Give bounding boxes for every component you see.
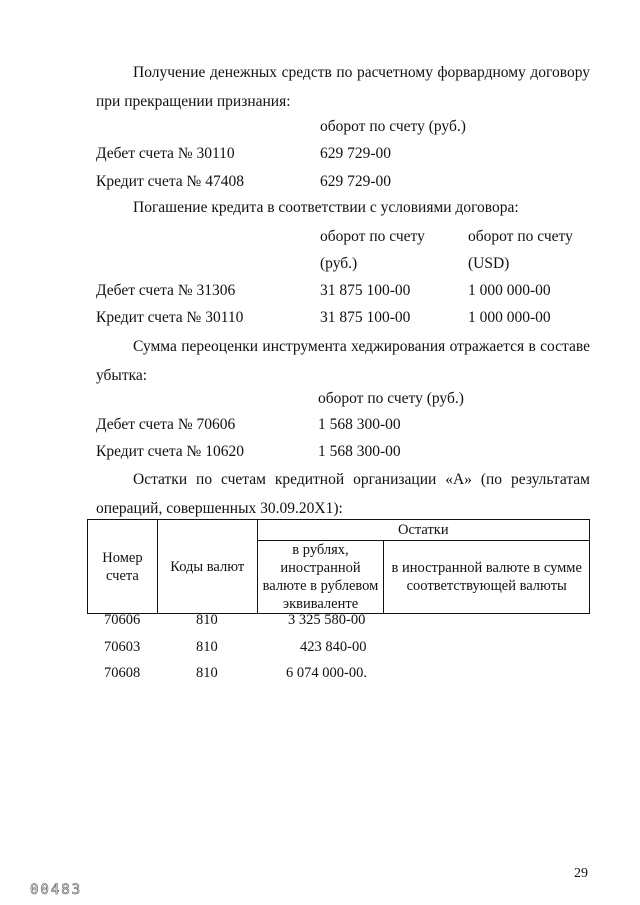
entry-value-usd: 1 000 000-00 bbox=[468, 309, 551, 326]
column-header-turnover-usd: оборот по счету bbox=[468, 228, 573, 245]
header-balances: Остатки bbox=[257, 520, 589, 541]
paragraph-line: Сумма переоценки инструмента хеджирования отражается в составе bbox=[133, 338, 590, 355]
column-header-unit-rub: (руб.) bbox=[320, 255, 358, 272]
column-header-turnover-rub: оборот по счету (руб.) bbox=[318, 390, 464, 407]
page-number: 29 bbox=[574, 866, 588, 881]
entry-value-rub: 31 875 100-00 bbox=[320, 282, 411, 299]
paragraph-line: операций, совершенных 30.09.20X1): bbox=[96, 500, 343, 517]
paragraph-revaluation bbox=[96, 332, 590, 390]
paragraph-balances bbox=[96, 465, 590, 523]
table-row-code: 810 bbox=[196, 665, 218, 681]
balances-table bbox=[87, 519, 590, 614]
paragraph-line: Получение денежных средств по расчетному форвардному договору bbox=[133, 64, 590, 81]
paragraph-forward-settlement bbox=[96, 58, 590, 116]
table-row-account: 70608 bbox=[104, 665, 141, 681]
entry-label: Кредит счета № 30110 bbox=[96, 309, 244, 326]
table-row-rub: 423 840-00 bbox=[300, 639, 367, 655]
header-account-number: Номер счета bbox=[88, 520, 158, 614]
archive-stamp: 00483 bbox=[30, 882, 83, 898]
entry-label: Кредит счета № 10620 bbox=[96, 443, 244, 460]
paragraph-line: убытка: bbox=[96, 367, 148, 384]
paragraph-line: Остатки по счетам кредитной организации «А» (по результатам bbox=[133, 471, 590, 488]
table-row-code: 810 bbox=[196, 639, 218, 655]
column-header-turnover-rub: оборот по счету (руб.) bbox=[320, 118, 466, 135]
header-balance-rub: в рублях, иностранной валюте в рублевом эквиваленте bbox=[257, 541, 384, 614]
entry-value: 629 729-00 bbox=[320, 173, 392, 190]
table-row-rub: 6 074 000-00. bbox=[286, 665, 367, 681]
entry-label: Кредит счета № 47408 bbox=[96, 173, 244, 190]
paragraph-loan-repayment: Погашение кредита в соответствии с условиями договора: bbox=[133, 199, 519, 216]
entry-value: 1 568 300-00 bbox=[318, 443, 401, 460]
header-currency-codes: Коды валют bbox=[157, 520, 257, 614]
table-row-account: 70603 bbox=[104, 639, 141, 655]
entry-value-rub: 31 875 100-00 bbox=[320, 309, 411, 326]
entry-label: Дебет счета № 70606 bbox=[96, 416, 236, 433]
entry-value: 1 568 300-00 bbox=[318, 416, 401, 433]
table-row-rub: 3 325 580-00 bbox=[288, 612, 366, 628]
column-header-unit-usd: (USD) bbox=[468, 255, 510, 272]
entry-label: Дебет счета № 31306 bbox=[96, 282, 236, 299]
paragraph-line: при прекращении признания: bbox=[96, 93, 291, 110]
entry-value: 629 729-00 bbox=[320, 145, 392, 162]
header-balance-foreign: в иностранной валюте в сумме соответствующей валюты bbox=[384, 541, 590, 614]
table-row-code: 810 bbox=[196, 612, 218, 628]
entry-value-usd: 1 000 000-00 bbox=[468, 282, 551, 299]
column-header-turnover-rub: оборот по счету bbox=[320, 228, 425, 245]
entry-label: Дебет счета № 30110 bbox=[96, 145, 235, 162]
table-row-account: 70606 bbox=[104, 612, 141, 628]
